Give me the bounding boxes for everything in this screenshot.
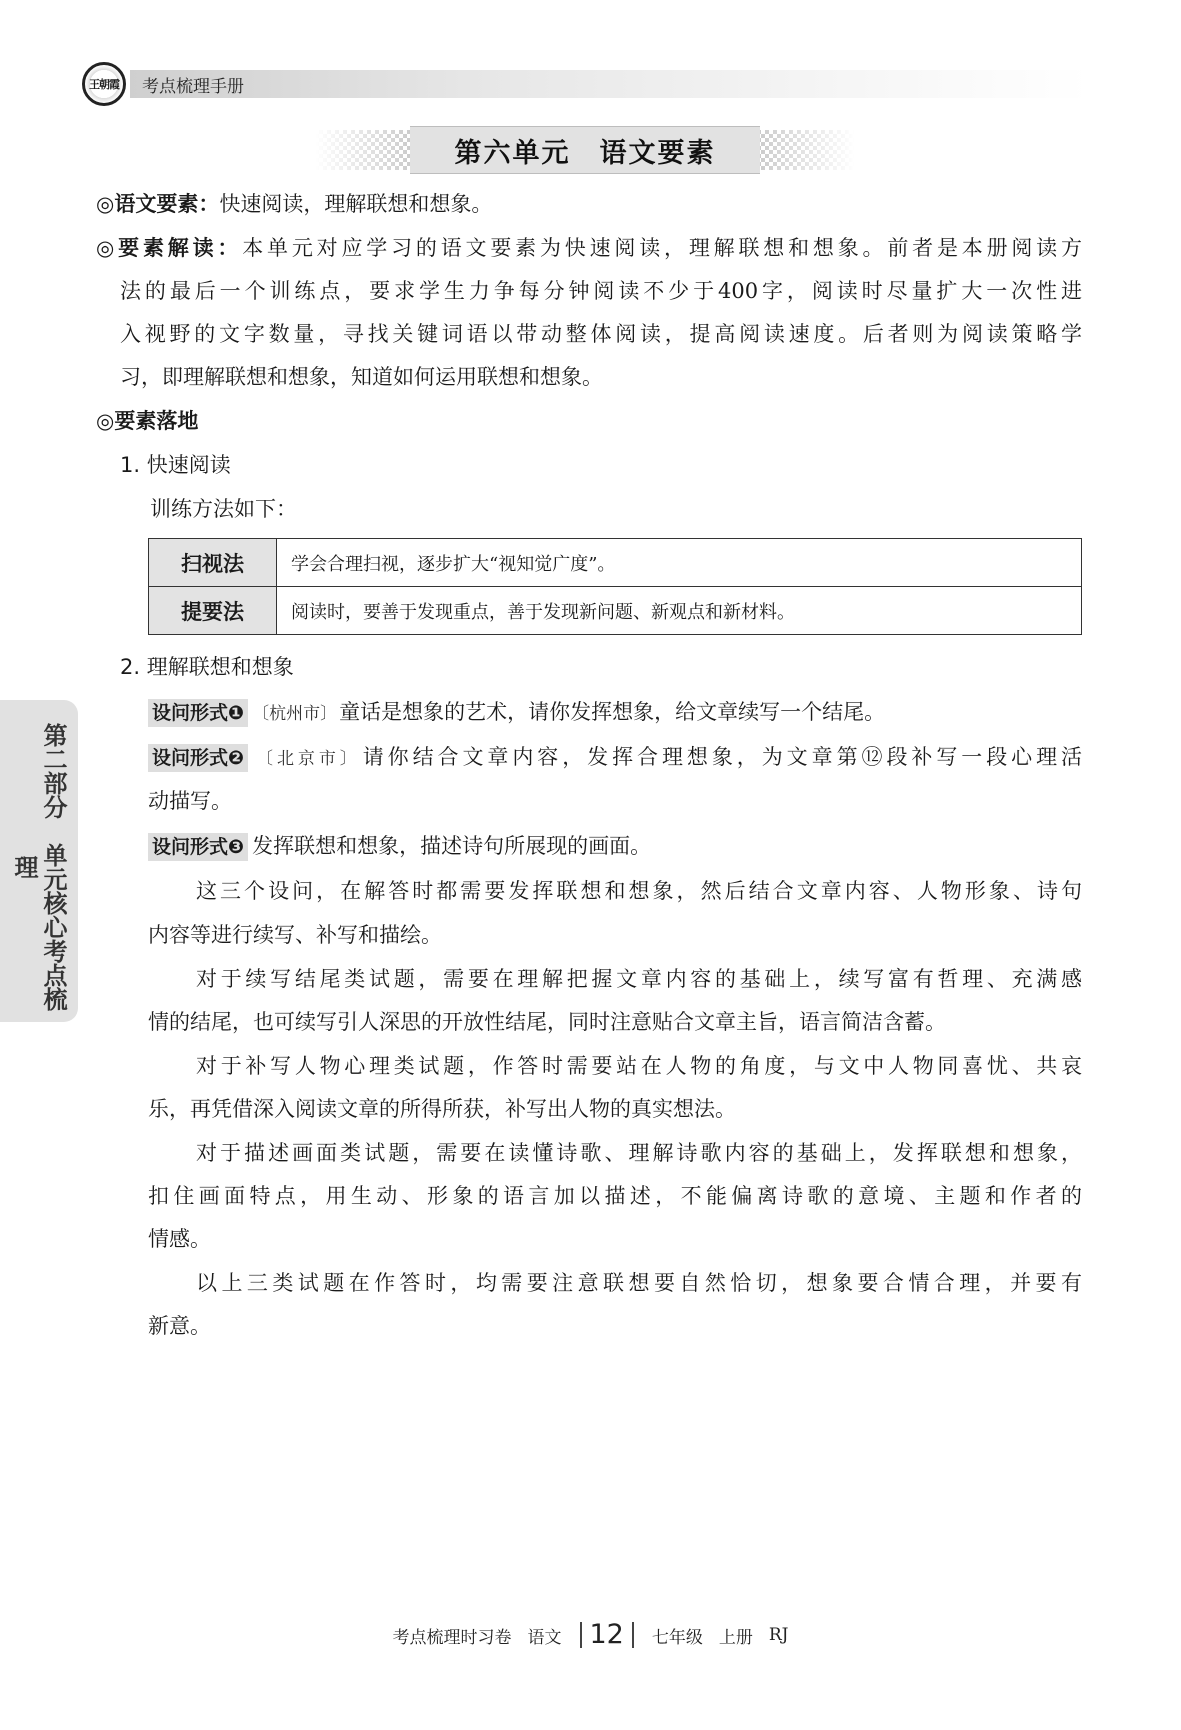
method-desc: 学会合理扫视，逐步扩大“视知觉广度”。: [277, 539, 1082, 587]
paragraph-line: 这三个设问，在解答时都需要发挥联想和想象，然后结合文章内容、人物形象、诗句: [196, 879, 1082, 903]
table-row: [149, 539, 1082, 587]
yaosu-luodi-heading: ◎要素落地: [96, 409, 199, 433]
header-bar: [130, 70, 1090, 98]
method-name: 提要法: [149, 587, 277, 635]
question-form-tag: 设问形式❸: [148, 833, 248, 861]
side-tab-text: 第二部分 单元核心考点梳理: [10, 723, 67, 1011]
footer-edition: RJ: [768, 1625, 789, 1645]
table-row: [149, 587, 1082, 635]
section2-heading: 2. 理解联想和想象: [120, 655, 294, 679]
question-text: 童话是想象的艺术，请你发挥想象，给文章续写一个结尾。: [339, 700, 886, 724]
footer-grade: 七年级: [651, 1627, 703, 1648]
paragraph-line: 对于续写结尾类试题，需要在理解把握文章内容的基础上，续写富有哲理、充满感: [196, 967, 1082, 991]
page-number: 12: [580, 1622, 634, 1648]
yaosu-jiedu-label: ◎要素解读：: [96, 236, 243, 260]
yaosu-jiedu-line-2: 法的最后一个训练点，要求学生力争每分钟阅读不少于400字，阅读时尽量扩大一次性进: [120, 279, 1082, 303]
yuwen-yaosu-label: ◎语文要素：: [96, 192, 220, 216]
logo-text: 王朝霞: [89, 78, 119, 91]
method-name: 扫视法: [149, 539, 277, 587]
yaosu-jiedu-line-3: 入视野的文字数量，寻找关键词语以带动整体阅读，提高阅读速度。后者则为阅读策略学: [120, 322, 1082, 346]
unit-title: 第六单元 语文要素: [454, 137, 716, 169]
question-form-3: [148, 831, 651, 861]
unit-title-banner: [315, 126, 855, 174]
paragraph-line: 乐，再凭借深入阅读文章的所得所获，补写出人物的真实想法。: [148, 1097, 736, 1121]
method-table: [148, 538, 1082, 635]
yaosu-jiedu-line-1: [96, 233, 1082, 263]
footer-book-title: 考点梳理时习卷: [392, 1627, 512, 1648]
question-source: 〔杭州市〕: [252, 704, 338, 724]
yuwen-yaosu-line: [96, 189, 492, 219]
question-text: 请你结合文章内容，发挥合理想象，为文章第⑫段补写一段心理活: [362, 745, 1083, 769]
question-form-2: [148, 742, 1082, 774]
paragraph-line: 内容等进行续写、补写和描绘。: [148, 923, 442, 947]
paragraph-line: 扣住画面特点，用生动、形象的语言加以描述，不能偏离诗歌的意境、主题和作者的: [148, 1184, 1082, 1208]
page-header: [80, 62, 1080, 102]
footer-subject: 语文: [527, 1627, 562, 1648]
section1-heading: 1. 快速阅读: [120, 453, 231, 477]
question-form-2-cont: 动描写。: [148, 789, 232, 813]
question-form-tag: 设问形式❶: [148, 699, 248, 727]
method-desc: 阅读时，要善于发现重点，善于发现新问题、新观点和新材料。: [277, 587, 1082, 635]
side-section-tab: [0, 700, 78, 1022]
question-source: 〔北京市〕: [252, 749, 361, 769]
section1-intro: 训练方法如下：: [150, 497, 297, 521]
page-footer: [0, 1619, 1181, 1662]
paragraph-line: 情感。: [148, 1227, 211, 1251]
footer-content: [385, 1619, 797, 1650]
paragraph-line: 新意。: [148, 1314, 211, 1338]
header-title: 考点梳理手册: [142, 77, 244, 97]
publisher-logo: [82, 62, 126, 106]
paragraph-line: 以上三类试题在作答时，均需要注意联想要自然恰切，想象要合情合理，并要有: [196, 1271, 1082, 1295]
yaosu-jiedu-line-4: 习，即理解联想和想象，知道如何运用联想和想象。: [120, 365, 603, 389]
question-text: 发挥联想和想象，描述诗句所展现的画面。: [252, 834, 652, 858]
unit-title-box: [410, 126, 760, 174]
question-form-1: [148, 697, 885, 729]
checker-decoration-right: [745, 130, 855, 170]
checker-decoration-left: [315, 130, 425, 170]
yuwen-yaosu-text: 快速阅读，理解联想和想象。: [219, 192, 493, 216]
paragraph-line: 对于描述画面类试题，需要在读懂诗歌、理解诗歌内容的基础上，发挥联想和想象，: [196, 1141, 1082, 1165]
yaosu-jiedu-text-1: 本单元对应学习的语文要素为快速阅读，理解联想和想象。前者是本册阅读方: [242, 236, 1082, 260]
paragraph-line: 对于补写人物心理类试题，作答时需要站在人物的角度，与文中人物同喜忧、共哀: [196, 1054, 1082, 1078]
footer-volume: 上册: [718, 1627, 753, 1648]
question-form-tag: 设问形式❷: [148, 744, 248, 772]
paragraph-line: 情的结尾，也可续写引人深思的开放性结尾，同时注意贴合文章主旨，语言简洁含蓄。: [148, 1010, 946, 1034]
